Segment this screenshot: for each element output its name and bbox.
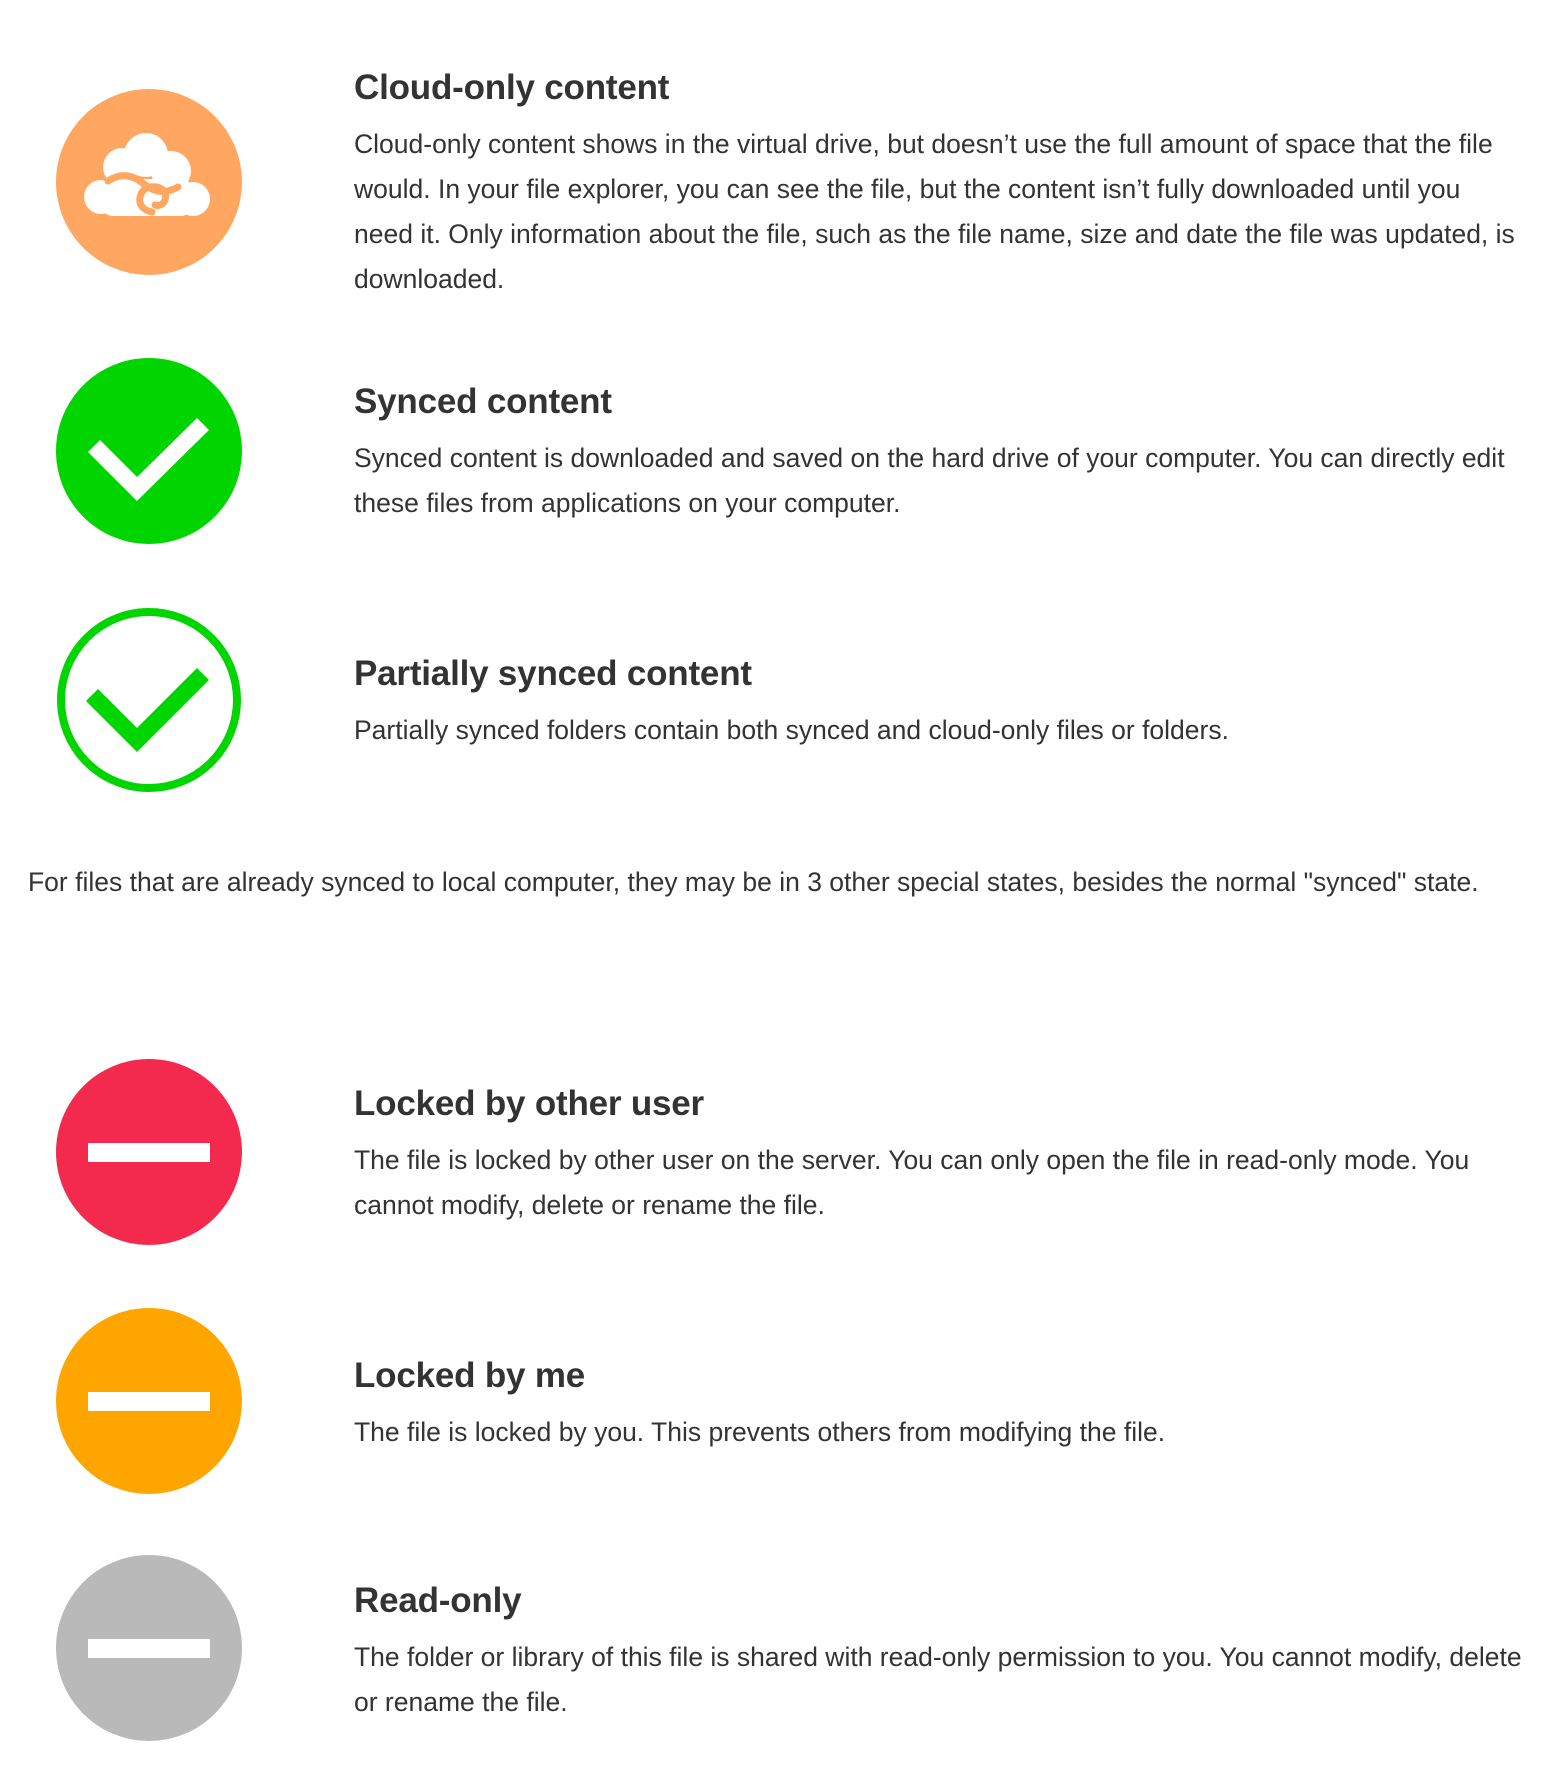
read-only-icon xyxy=(56,1555,242,1741)
entry-title: Partially synced content xyxy=(354,654,752,693)
locked-by-me-icon xyxy=(56,1308,242,1494)
checkmark-outline-icon xyxy=(56,607,242,793)
checkmark-filled-icon xyxy=(56,358,242,544)
entry-description: Partially synced folders contain both synced and cloud-only files or folders. xyxy=(354,715,1229,745)
entry-description: The file is locked by other user on the server. You can only open the file in read-only mode. You cannot modify, delete or rename the file. xyxy=(354,1145,1470,1220)
entry-title: Read-only xyxy=(354,1581,522,1620)
entry-title: Locked by other user xyxy=(354,1084,704,1123)
cloud-icon xyxy=(56,89,242,275)
entry-description: The file is locked by you. This prevents others from modifying the file. xyxy=(354,1417,1166,1447)
entry-description: The folder or library of this file is shared with read-only permission to you. You cannot modify, delete or rename the file. xyxy=(354,1642,1522,1717)
entry-title: Locked by me xyxy=(354,1356,586,1395)
intro-paragraph: For files that are already synced to local computer, they may be in 3 other special states, besides the normal "synced" state. xyxy=(28,867,1479,897)
locked-by-other-icon xyxy=(56,1059,242,1245)
entry-description: Cloud-only content shows in the virtual drive, but doesn’t use the full amount of space that the file would. In your file explorer, you can see the file, but the content isn’t fully downloaded until you need it. Only information about the file, such as the file name, size and date the file was updated, is downloaded. xyxy=(354,129,1515,294)
entry-description: Synced content is downloaded and saved on the hard drive of your computer. You can directly edit these files from applications on your computer. xyxy=(354,443,1505,518)
entry-title: Synced content xyxy=(354,382,612,421)
entry-title: Cloud-only content xyxy=(354,68,670,107)
